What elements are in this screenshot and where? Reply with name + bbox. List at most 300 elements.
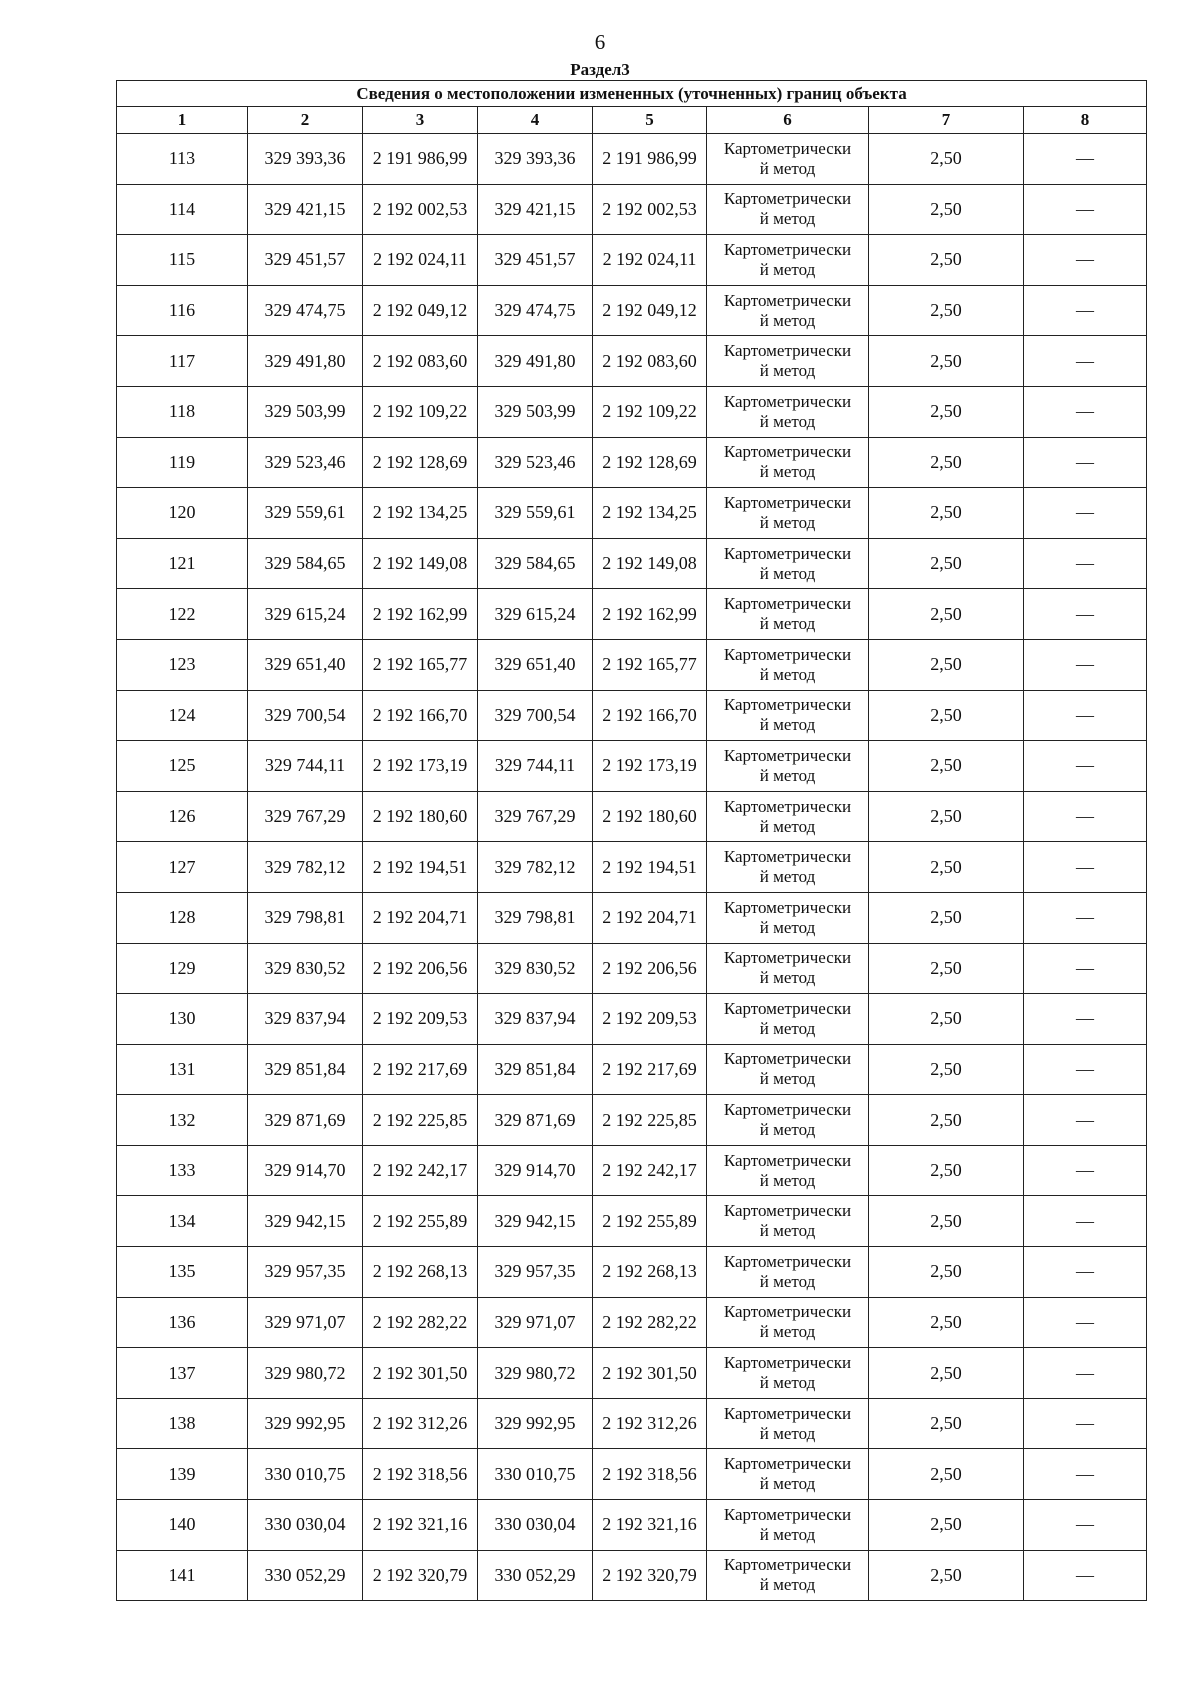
coord-y-cell: 2 192 165,77 <box>363 639 478 690</box>
method-line-2: й метод <box>759 411 816 431</box>
coord-y-new-cell: 2 192 320,79 <box>593 1550 707 1601</box>
coord-x-cell: 330 052,29 <box>248 1550 363 1601</box>
note-cell: — <box>1024 639 1147 690</box>
coord-x-cell: 329 957,35 <box>248 1247 363 1298</box>
coord-x-new-cell: 329 559,61 <box>478 488 593 539</box>
method-cell <box>707 1247 869 1298</box>
table-row <box>117 386 1147 437</box>
coord-y-cell: 2 192 109,22 <box>363 386 478 437</box>
accuracy-cell: 2,50 <box>869 1398 1024 1449</box>
note-cell: — <box>1024 488 1147 539</box>
method-line-2: й метод <box>759 1221 816 1241</box>
coord-x-new-cell: 329 700,54 <box>478 690 593 741</box>
accuracy-cell: 2,50 <box>869 1348 1024 1399</box>
note-cell: — <box>1024 741 1147 792</box>
coord-y-new-cell: 2 192 194,51 <box>593 842 707 893</box>
coord-y-cell: 2 192 149,08 <box>363 538 478 589</box>
method-line-2: й метод <box>759 1524 816 1544</box>
method-line-1: Картометрически <box>723 239 852 259</box>
coord-y-cell: 2 192 128,69 <box>363 437 478 488</box>
coord-y-new-cell: 2 192 128,69 <box>593 437 707 488</box>
coord-x-cell: 329 491,80 <box>248 336 363 387</box>
coord-y-new-cell: 2 192 206,56 <box>593 943 707 994</box>
table-row <box>117 1348 1147 1399</box>
coord-x-cell: 329 830,52 <box>248 943 363 994</box>
note-cell: — <box>1024 842 1147 893</box>
note-cell: — <box>1024 134 1147 185</box>
method-line-2: й метод <box>759 1069 816 1089</box>
accuracy-cell: 2,50 <box>869 488 1024 539</box>
method-cell <box>707 741 869 792</box>
boundary-coordinates-table <box>116 80 1147 1601</box>
table-row <box>117 1550 1147 1601</box>
point-number-cell: 124 <box>117 690 248 741</box>
table-row <box>117 336 1147 387</box>
coord-x-cell: 329 700,54 <box>248 690 363 741</box>
accuracy-cell: 2,50 <box>869 1449 1024 1500</box>
accuracy-cell: 2,50 <box>869 791 1024 842</box>
point-number-cell: 126 <box>117 791 248 842</box>
table-row <box>117 994 1147 1045</box>
coord-y-new-cell: 2 192 312,26 <box>593 1398 707 1449</box>
coord-x-new-cell: 330 052,29 <box>478 1550 593 1601</box>
method-line-2: й метод <box>759 1170 816 1190</box>
column-number-row <box>117 107 1147 134</box>
coord-x-new-cell: 329 767,29 <box>478 791 593 842</box>
section-heading: Раздел3 <box>570 60 630 79</box>
coord-y-cell: 2 192 083,60 <box>363 336 478 387</box>
coord-x-cell: 329 980,72 <box>248 1348 363 1399</box>
coord-x-cell: 329 744,11 <box>248 741 363 792</box>
accuracy-cell: 2,50 <box>869 892 1024 943</box>
point-number-cell: 135 <box>117 1247 248 1298</box>
coord-y-new-cell: 2 192 318,56 <box>593 1449 707 1500</box>
coord-y-new-cell: 2 192 165,77 <box>593 639 707 690</box>
coord-x-cell: 330 010,75 <box>248 1449 363 1500</box>
coord-y-new-cell: 2 192 024,11 <box>593 235 707 286</box>
note-cell: — <box>1024 1500 1147 1551</box>
coord-y-cell: 2 192 321,16 <box>363 1500 478 1551</box>
table-row <box>117 1196 1147 1247</box>
note-cell: — <box>1024 1095 1147 1146</box>
method-line-1: Картометрически <box>723 1251 852 1271</box>
coord-y-cell: 2 192 217,69 <box>363 1044 478 1095</box>
coord-y-cell: 2 191 986,99 <box>363 134 478 185</box>
method-line-1: Картометрически <box>723 1555 852 1575</box>
coord-x-cell: 329 992,95 <box>248 1398 363 1449</box>
method-line-1: Картометрически <box>723 1049 852 1069</box>
note-cell: — <box>1024 1449 1147 1500</box>
coord-y-cell: 2 192 204,71 <box>363 892 478 943</box>
method-cell <box>707 235 869 286</box>
method-cell <box>707 386 869 437</box>
accuracy-cell: 2,50 <box>869 639 1024 690</box>
coord-y-new-cell: 2 192 083,60 <box>593 336 707 387</box>
point-number-cell: 117 <box>117 336 248 387</box>
accuracy-cell: 2,50 <box>869 1044 1024 1095</box>
coord-y-new-cell: 2 192 301,50 <box>593 1348 707 1399</box>
coord-x-new-cell: 329 782,12 <box>478 842 593 893</box>
coord-y-cell: 2 192 002,53 <box>363 184 478 235</box>
column-header: 7 <box>869 107 1024 134</box>
method-line-1: Картометрически <box>723 290 852 310</box>
accuracy-cell: 2,50 <box>869 994 1024 1045</box>
method-line-2: й метод <box>759 917 816 937</box>
point-number-cell: 116 <box>117 285 248 336</box>
accuracy-cell: 2,50 <box>869 1095 1024 1146</box>
method-line-2: й метод <box>759 1120 816 1140</box>
method-line-1: Картометрически <box>723 594 852 614</box>
coord-x-new-cell: 329 971,07 <box>478 1297 593 1348</box>
accuracy-cell: 2,50 <box>869 589 1024 640</box>
coord-x-cell: 329 584,65 <box>248 538 363 589</box>
coord-x-new-cell: 329 871,69 <box>478 1095 593 1146</box>
note-cell: — <box>1024 1297 1147 1348</box>
note-cell: — <box>1024 1348 1147 1399</box>
coord-x-new-cell: 329 474,75 <box>478 285 593 336</box>
coord-x-new-cell: 329 421,15 <box>478 184 593 235</box>
coord-x-cell: 329 503,99 <box>248 386 363 437</box>
method-line-1: Картометрически <box>723 1100 852 1120</box>
method-line-2: й метод <box>759 614 816 634</box>
accuracy-cell: 2,50 <box>869 1297 1024 1348</box>
method-line-1: Картометрически <box>723 847 852 867</box>
column-header: 3 <box>363 107 478 134</box>
method-line-1: Картометрически <box>723 1201 852 1221</box>
method-line-2: й метод <box>759 664 816 684</box>
note-cell: — <box>1024 1398 1147 1449</box>
accuracy-cell: 2,50 <box>869 134 1024 185</box>
coord-x-cell: 329 837,94 <box>248 994 363 1045</box>
coord-x-new-cell: 330 010,75 <box>478 1449 593 1500</box>
point-number-cell: 139 <box>117 1449 248 1500</box>
column-header: 1 <box>117 107 248 134</box>
accuracy-cell: 2,50 <box>869 285 1024 336</box>
table-row <box>117 1145 1147 1196</box>
coord-x-new-cell: 329 798,81 <box>478 892 593 943</box>
note-cell: — <box>1024 1247 1147 1298</box>
point-number-cell: 141 <box>117 1550 248 1601</box>
coord-y-new-cell: 2 192 268,13 <box>593 1247 707 1298</box>
method-line-1: Картометрически <box>723 442 852 462</box>
coord-x-cell: 329 851,84 <box>248 1044 363 1095</box>
coord-y-new-cell: 2 192 049,12 <box>593 285 707 336</box>
method-cell <box>707 336 869 387</box>
coord-y-cell: 2 192 320,79 <box>363 1550 478 1601</box>
coord-y-cell: 2 192 209,53 <box>363 994 478 1045</box>
accuracy-cell: 2,50 <box>869 538 1024 589</box>
accuracy-cell: 2,50 <box>869 386 1024 437</box>
method-cell <box>707 437 869 488</box>
method-line-1: Картометрически <box>723 1504 852 1524</box>
method-line-2: й метод <box>759 1575 816 1595</box>
column-header: 4 <box>478 107 593 134</box>
method-line-2: й метод <box>759 512 816 532</box>
coord-y-new-cell: 2 192 217,69 <box>593 1044 707 1095</box>
coord-x-new-cell: 329 584,65 <box>478 538 593 589</box>
accuracy-cell: 2,50 <box>869 1196 1024 1247</box>
method-line-2: й метод <box>759 1373 816 1393</box>
accuracy-cell: 2,50 <box>869 184 1024 235</box>
coord-y-cell: 2 192 206,56 <box>363 943 478 994</box>
method-line-2: й метод <box>759 259 816 279</box>
accuracy-cell: 2,50 <box>869 1145 1024 1196</box>
coord-y-cell: 2 192 024,11 <box>363 235 478 286</box>
method-cell <box>707 690 869 741</box>
point-number-cell: 113 <box>117 134 248 185</box>
method-cell <box>707 488 869 539</box>
table-row <box>117 1247 1147 1298</box>
coord-y-new-cell: 2 192 134,25 <box>593 488 707 539</box>
coord-x-new-cell: 329 744,11 <box>478 741 593 792</box>
method-line-1: Картометрически <box>723 1150 852 1170</box>
coord-x-new-cell: 329 651,40 <box>478 639 593 690</box>
method-line-2: й метод <box>759 715 816 735</box>
coord-y-cell: 2 192 162,99 <box>363 589 478 640</box>
table-body <box>117 134 1147 1601</box>
method-cell <box>707 1398 869 1449</box>
coord-y-new-cell: 2 192 225,85 <box>593 1095 707 1146</box>
table-row <box>117 892 1147 943</box>
method-cell <box>707 1500 869 1551</box>
accuracy-cell: 2,50 <box>869 943 1024 994</box>
column-header: 2 <box>248 107 363 134</box>
method-line-2: й метод <box>759 816 816 836</box>
note-cell: — <box>1024 386 1147 437</box>
method-line-1: Картометрически <box>723 644 852 664</box>
method-line-1: Картометрически <box>723 745 852 765</box>
coord-x-new-cell: 329 393,36 <box>478 134 593 185</box>
coord-x-cell: 329 523,46 <box>248 437 363 488</box>
table-row <box>117 943 1147 994</box>
coord-x-new-cell: 329 851,84 <box>478 1044 593 1095</box>
method-line-1: Картометрически <box>723 543 852 563</box>
method-cell <box>707 285 869 336</box>
coord-x-cell: 329 559,61 <box>248 488 363 539</box>
table-row <box>117 741 1147 792</box>
table-row <box>117 791 1147 842</box>
coord-x-new-cell: 329 523,46 <box>478 437 593 488</box>
point-number-cell: 134 <box>117 1196 248 1247</box>
coord-x-cell: 329 474,75 <box>248 285 363 336</box>
method-line-1: Картометрически <box>723 1454 852 1474</box>
coord-y-new-cell: 2 192 173,19 <box>593 741 707 792</box>
point-number-cell: 121 <box>117 538 248 589</box>
coord-x-new-cell: 329 992,95 <box>478 1398 593 1449</box>
note-cell: — <box>1024 437 1147 488</box>
coord-x-new-cell: 330 030,04 <box>478 1500 593 1551</box>
coord-y-cell: 2 192 312,26 <box>363 1398 478 1449</box>
coord-y-cell: 2 192 166,70 <box>363 690 478 741</box>
method-line-2: й метод <box>759 158 816 178</box>
table-title-row <box>117 81 1147 107</box>
accuracy-cell: 2,50 <box>869 437 1024 488</box>
coord-x-cell: 329 767,29 <box>248 791 363 842</box>
point-number-cell: 133 <box>117 1145 248 1196</box>
table-row <box>117 285 1147 336</box>
coord-y-cell: 2 192 242,17 <box>363 1145 478 1196</box>
point-number-cell: 130 <box>117 994 248 1045</box>
coord-y-new-cell: 2 192 282,22 <box>593 1297 707 1348</box>
coord-y-new-cell: 2 192 242,17 <box>593 1145 707 1196</box>
method-line-1: Картометрически <box>723 695 852 715</box>
note-cell: — <box>1024 690 1147 741</box>
note-cell: — <box>1024 235 1147 286</box>
method-line-2: й метод <box>759 310 816 330</box>
method-cell <box>707 538 869 589</box>
method-line-1: Картометрически <box>723 492 852 512</box>
coord-y-cell: 2 192 049,12 <box>363 285 478 336</box>
coord-y-cell: 2 192 194,51 <box>363 842 478 893</box>
method-cell <box>707 1449 869 1500</box>
point-number-cell: 128 <box>117 892 248 943</box>
point-number-cell: 123 <box>117 639 248 690</box>
note-cell: — <box>1024 336 1147 387</box>
coord-y-new-cell: 2 192 149,08 <box>593 538 707 589</box>
method-cell <box>707 842 869 893</box>
coord-x-cell: 329 971,07 <box>248 1297 363 1348</box>
method-cell <box>707 184 869 235</box>
coord-y-cell: 2 192 180,60 <box>363 791 478 842</box>
table-row <box>117 134 1147 185</box>
method-line-2: й метод <box>759 209 816 229</box>
method-line-2: й метод <box>759 1271 816 1291</box>
coord-y-new-cell: 2 192 180,60 <box>593 791 707 842</box>
method-line-2: й метод <box>759 462 816 482</box>
table-row <box>117 1449 1147 1500</box>
table-row <box>117 1500 1147 1551</box>
note-cell: — <box>1024 943 1147 994</box>
table-row <box>117 639 1147 690</box>
method-line-2: й метод <box>759 1018 816 1038</box>
method-cell <box>707 1348 869 1399</box>
method-line-1: Картометрически <box>723 897 852 917</box>
method-line-1: Картометрически <box>723 998 852 1018</box>
table-row <box>117 1095 1147 1146</box>
method-line-1: Картометрически <box>723 1353 852 1373</box>
method-line-2: й метод <box>759 1474 816 1494</box>
method-cell <box>707 994 869 1045</box>
note-cell: — <box>1024 1145 1147 1196</box>
table-row <box>117 589 1147 640</box>
method-cell <box>707 589 869 640</box>
coord-y-cell: 2 192 134,25 <box>363 488 478 539</box>
method-line-1: Картометрически <box>723 796 852 816</box>
coord-x-cell: 329 942,15 <box>248 1196 363 1247</box>
point-number-cell: 127 <box>117 842 248 893</box>
coord-x-cell: 329 615,24 <box>248 589 363 640</box>
point-number-cell: 115 <box>117 235 248 286</box>
coord-x-new-cell: 329 491,80 <box>478 336 593 387</box>
note-cell: — <box>1024 1196 1147 1247</box>
coord-x-cell: 329 782,12 <box>248 842 363 893</box>
point-number-cell: 119 <box>117 437 248 488</box>
method-line-2: й метод <box>759 1322 816 1342</box>
coord-y-new-cell: 2 192 109,22 <box>593 386 707 437</box>
method-line-2: й метод <box>759 867 816 887</box>
method-cell <box>707 1145 869 1196</box>
coord-y-cell: 2 192 301,50 <box>363 1348 478 1399</box>
table-row <box>117 1297 1147 1348</box>
coord-y-new-cell: 2 192 162,99 <box>593 589 707 640</box>
coord-x-new-cell: 329 503,99 <box>478 386 593 437</box>
coord-x-new-cell: 329 980,72 <box>478 1348 593 1399</box>
note-cell: — <box>1024 285 1147 336</box>
note-cell: — <box>1024 184 1147 235</box>
table-row <box>117 842 1147 893</box>
point-number-cell: 125 <box>117 741 248 792</box>
method-cell <box>707 943 869 994</box>
page-number: 6 <box>594 30 606 54</box>
method-line-1: Картометрически <box>723 138 852 158</box>
note-cell: — <box>1024 791 1147 842</box>
point-number-cell: 122 <box>117 589 248 640</box>
coord-x-cell: 329 451,57 <box>248 235 363 286</box>
coord-x-new-cell: 329 942,15 <box>478 1196 593 1247</box>
coord-x-new-cell: 329 837,94 <box>478 994 593 1045</box>
note-cell: — <box>1024 589 1147 640</box>
coord-y-cell: 2 192 268,13 <box>363 1247 478 1298</box>
point-number-cell: 132 <box>117 1095 248 1146</box>
table-title: Сведения о местоположении измененных (уточненных) границ объекта <box>117 81 1147 107</box>
coord-x-cell: 330 030,04 <box>248 1500 363 1551</box>
note-cell: — <box>1024 1550 1147 1601</box>
point-number-cell: 131 <box>117 1044 248 1095</box>
method-cell <box>707 134 869 185</box>
method-cell <box>707 1044 869 1095</box>
table-row <box>117 1044 1147 1095</box>
method-cell <box>707 639 869 690</box>
note-cell: — <box>1024 538 1147 589</box>
note-cell: — <box>1024 1044 1147 1095</box>
coord-x-new-cell: 329 615,24 <box>478 589 593 640</box>
point-number-cell: 114 <box>117 184 248 235</box>
accuracy-cell: 2,50 <box>869 842 1024 893</box>
method-line-1: Картометрически <box>723 948 852 968</box>
column-header: 5 <box>593 107 707 134</box>
accuracy-cell: 2,50 <box>869 741 1024 792</box>
method-line-2: й метод <box>759 765 816 785</box>
coord-x-new-cell: 329 830,52 <box>478 943 593 994</box>
method-line-1: Картометрически <box>723 1403 852 1423</box>
point-number-cell: 140 <box>117 1500 248 1551</box>
point-number-cell: 129 <box>117 943 248 994</box>
point-number-cell: 120 <box>117 488 248 539</box>
coord-x-cell: 329 651,40 <box>248 639 363 690</box>
method-line-2: й метод <box>759 968 816 988</box>
coord-x-cell: 329 914,70 <box>248 1145 363 1196</box>
method-cell <box>707 791 869 842</box>
method-line-1: Картометрически <box>723 341 852 361</box>
coord-x-cell: 329 421,15 <box>248 184 363 235</box>
point-number-cell: 138 <box>117 1398 248 1449</box>
column-header: 8 <box>1024 107 1147 134</box>
coord-x-cell: 329 871,69 <box>248 1095 363 1146</box>
method-line-2: й метод <box>759 361 816 381</box>
coord-y-cell: 2 192 225,85 <box>363 1095 478 1146</box>
coord-x-cell: 329 393,36 <box>248 134 363 185</box>
coord-y-cell: 2 192 318,56 <box>363 1449 478 1500</box>
table-row <box>117 235 1147 286</box>
table-row <box>117 488 1147 539</box>
method-line-1: Картометрически <box>723 391 852 411</box>
table-row <box>117 184 1147 235</box>
coord-y-cell: 2 192 282,22 <box>363 1297 478 1348</box>
accuracy-cell: 2,50 <box>869 1500 1024 1551</box>
coord-x-new-cell: 329 451,57 <box>478 235 593 286</box>
point-number-cell: 136 <box>117 1297 248 1348</box>
table-row <box>117 437 1147 488</box>
